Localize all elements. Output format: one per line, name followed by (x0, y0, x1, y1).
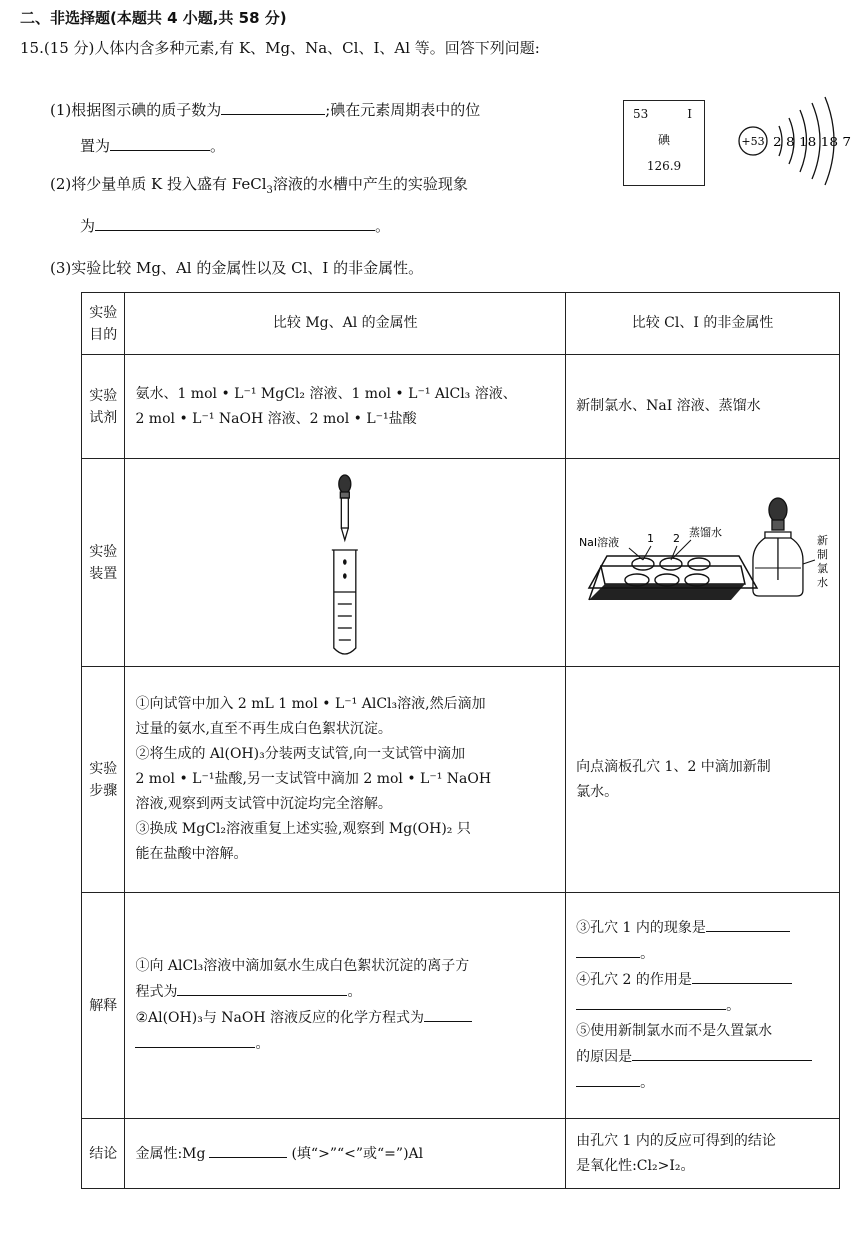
row-explanation (82, 893, 840, 1119)
apparatus-header: 实验装置 (82, 459, 125, 667)
question-1-line-2 (80, 134, 225, 158)
q2-text-a: (2)将少量单质 K 投入盛有 FeCl (50, 175, 267, 193)
label-nai: NaI溶液 (579, 536, 620, 549)
explain-cl-line-3 (576, 967, 829, 993)
atomic-mass: 126.9 (646, 159, 682, 173)
explain-cl-line-5: ⑤使用新制氯水而不是久置氯水 (576, 1023, 773, 1039)
q2-text-b: 溶液的水槽中产生的实验现象 (272, 175, 468, 193)
explanation-header: 解释 (82, 893, 125, 1119)
well-1-phenomenon-blank-b[interactable] (576, 941, 640, 958)
explanation-cl-i (566, 893, 840, 1119)
steps-cl-line-2: 氯水。 (576, 783, 619, 800)
explain-cl-line-1 (576, 915, 829, 941)
q1-text-d: 。 (210, 137, 226, 155)
dropper-test-tube-diagram (125, 460, 565, 665)
label-chlorine-4: 水 (817, 576, 829, 589)
conclusion-cl-line-2: 是氧化性:Cl₂>I₂。 (576, 1157, 695, 1174)
conclusion-header: 结论 (82, 1119, 125, 1189)
well-1-phenomenon-blank-a[interactable] (706, 915, 790, 932)
experiment-table (81, 292, 840, 1189)
explain-cl-line-4-end: 。 (726, 998, 741, 1014)
well-2-role-blank-b[interactable] (576, 993, 726, 1010)
q1-text-b: ;碘在元素周期表中的位 (325, 101, 481, 119)
q1-text-c: 置为 (80, 137, 111, 155)
fresh-chlorine-reason-blank-a[interactable] (632, 1044, 812, 1061)
reagent-bottle-cap (772, 520, 784, 530)
steps-line-6: ③换成 MgCl₂溶液重复上述实验,观察到 Mg(OH)₂ 只 (135, 821, 471, 837)
purpose-mg-al: 比较 Mg、Al 的金属性 (125, 293, 566, 355)
row-conclusion (82, 1119, 840, 1189)
q2-text-d: 。 (375, 217, 391, 235)
reagents-header: 实验试剂 (82, 355, 125, 459)
explain-line-4 (135, 1031, 555, 1057)
explain-cl-line-7-end: 。 (640, 1075, 655, 1091)
label-chlorine-1: 新 (817, 534, 829, 547)
explain-cl-line-7 (576, 1070, 829, 1096)
row-apparatus (82, 459, 840, 667)
shell-electrons: 2 8 18 18 7 (773, 135, 851, 149)
chemical-equation-blank-b[interactable] (135, 1031, 255, 1048)
explain-cl-line-6 (576, 1044, 829, 1070)
q1-text-a: (1)根据图示碘的质子数为 (50, 101, 222, 119)
q1-position-blank[interactable] (110, 134, 210, 151)
q2-text-c: 为 (80, 217, 96, 235)
steps-line-2: 过量的氨水,直至不再生成白色絮状沉淀。 (135, 721, 392, 737)
reagent-bottle-neck (765, 532, 791, 538)
row-steps (82, 667, 840, 893)
apparatus-cl-i (566, 459, 840, 667)
explain-cl-line-4 (576, 993, 829, 1019)
explain-line-4-end: 。 (255, 1036, 270, 1052)
conclusion-cl-i (566, 1119, 840, 1189)
q2-phenomenon-blank[interactable] (95, 214, 375, 231)
atomic-number: 53 (633, 107, 649, 121)
steps-cl-i (566, 667, 840, 893)
conclusion-cl-line-1: 由孔穴 1 内的反应可得到的结论 (576, 1132, 776, 1149)
question-2-line-1 (50, 172, 468, 203)
explain-line-2-text: 程式为 (135, 984, 178, 1000)
steps-line-3: ②将生成的 Al(OH)₃分装两支试管,向一支试管中滴加 (135, 746, 466, 762)
explain-cl-line-2 (576, 941, 829, 967)
purpose-header: 实验目的 (82, 293, 125, 355)
explain-line-1: ①向 AlCl₃溶液中滴加氨水生成白色絮状沉淀的离子方 (135, 958, 470, 974)
steps-cl-line-1: 向点滴板孔穴 1、2 中滴加新制 (576, 758, 771, 775)
reagent-bottle-bulb (769, 498, 787, 522)
apparatus-mg-al (125, 459, 566, 667)
element-symbol: I (687, 107, 692, 121)
element-name: 碘 (657, 133, 670, 147)
conclusion-mg-al (125, 1119, 566, 1189)
steps-line-7: 能在盐酸中溶解。 (135, 846, 248, 862)
explain-line-2 (135, 979, 555, 1005)
row-reagents (82, 355, 840, 459)
question-2-line-2 (80, 214, 390, 238)
steps-line-5: 溶液,观察到两支试管中沉淀均完全溶解。 (135, 796, 392, 812)
iodine-element-card (623, 100, 705, 186)
reagents-line-2: 2 mol • L⁻¹ NaOH 溶液、2 mol • L⁻¹盐酸 (135, 410, 417, 427)
explain-cl-line-2-end: 。 (640, 946, 655, 962)
explain-cl-line-3-text: ④孔穴 2 的作用是 (576, 972, 692, 988)
well-2-role-blank-a[interactable] (692, 967, 792, 984)
spot-plate-diagram (566, 460, 839, 665)
purpose-cl-i: 比较 Cl、I 的非金属性 (566, 293, 840, 355)
explain-cl-line-6-text: 的原因是 (576, 1049, 633, 1065)
explain-line-3 (135, 1005, 555, 1031)
label-chlorine-2: 制 (817, 548, 829, 561)
explain-line-3-text: ②Al(OH)₃与 NaOH 溶液反应的化学方程式为 (135, 1010, 424, 1026)
row-purpose (82, 293, 840, 355)
drop (343, 559, 347, 565)
conclusion-text-a: 金属性:Mg (135, 1145, 206, 1162)
question-1-line-1 (50, 98, 480, 122)
dropper-collar (341, 492, 350, 498)
ionic-equation-blank[interactable] (177, 979, 347, 996)
nucleus-charge: +53 (741, 135, 765, 148)
steps-line-4: 2 mol • L⁻¹盐酸,另一支试管中滴加 2 mol • L⁻¹ NaOH (135, 771, 492, 787)
label-chlorine-3: 氯 (817, 562, 829, 575)
drop (343, 573, 347, 579)
question-3-text: (3)实验比较 Mg、Al 的金属性以及 Cl、I 的非金属性。 (50, 259, 424, 277)
iodine-atom-structure-diagram (735, 94, 853, 190)
test-tube (334, 550, 356, 654)
label-distilled-water: 蒸馏水 (689, 526, 723, 539)
reagents-line-1: 氨水、1 mol • L⁻¹ MgCl₂ 溶液、1 mol • L⁻¹ AlCl₃ 溶液、 (135, 385, 517, 402)
chemical-equation-blank-a[interactable] (424, 1005, 472, 1022)
dropper-tube (342, 498, 349, 528)
question-intro: 15.(15 分)人体内含多种元素,有 K、Mg、Na、Cl、I、Al 等。回答下列问题: (20, 39, 540, 57)
reagents-mg-al (125, 355, 566, 459)
section-title: 二、非选择题(本题共 4 小题,共 58 分) (20, 9, 287, 27)
q2-sub: 3 (266, 185, 273, 196)
explain-line-2-end: 。 (347, 984, 362, 1000)
dropper-tip (342, 528, 349, 540)
reagents-cl-i: 新制氯水、NaI 溶液、蒸馏水 (566, 355, 840, 459)
label-well-2: 2 (673, 532, 681, 545)
conclusion-text-b: (填“>”“<”或“=”)Al (291, 1145, 424, 1162)
steps-header: 实验步骤 (82, 667, 125, 893)
dropper-bulb (339, 475, 351, 493)
metal-comparison-blank[interactable] (209, 1141, 287, 1158)
steps-mg-al (125, 667, 566, 893)
label-well-1: 1 (647, 532, 655, 545)
fresh-chlorine-reason-blank-b[interactable] (576, 1070, 640, 1087)
explain-cl-line-1-text: ③孔穴 1 内的现象是 (576, 920, 706, 936)
q1-proton-blank[interactable] (221, 98, 325, 115)
steps-line-1: ①向试管中加入 2 mL 1 mol • L⁻¹ AlCl₃溶液,然后滴加 (135, 696, 486, 712)
explanation-mg-al (125, 893, 566, 1119)
